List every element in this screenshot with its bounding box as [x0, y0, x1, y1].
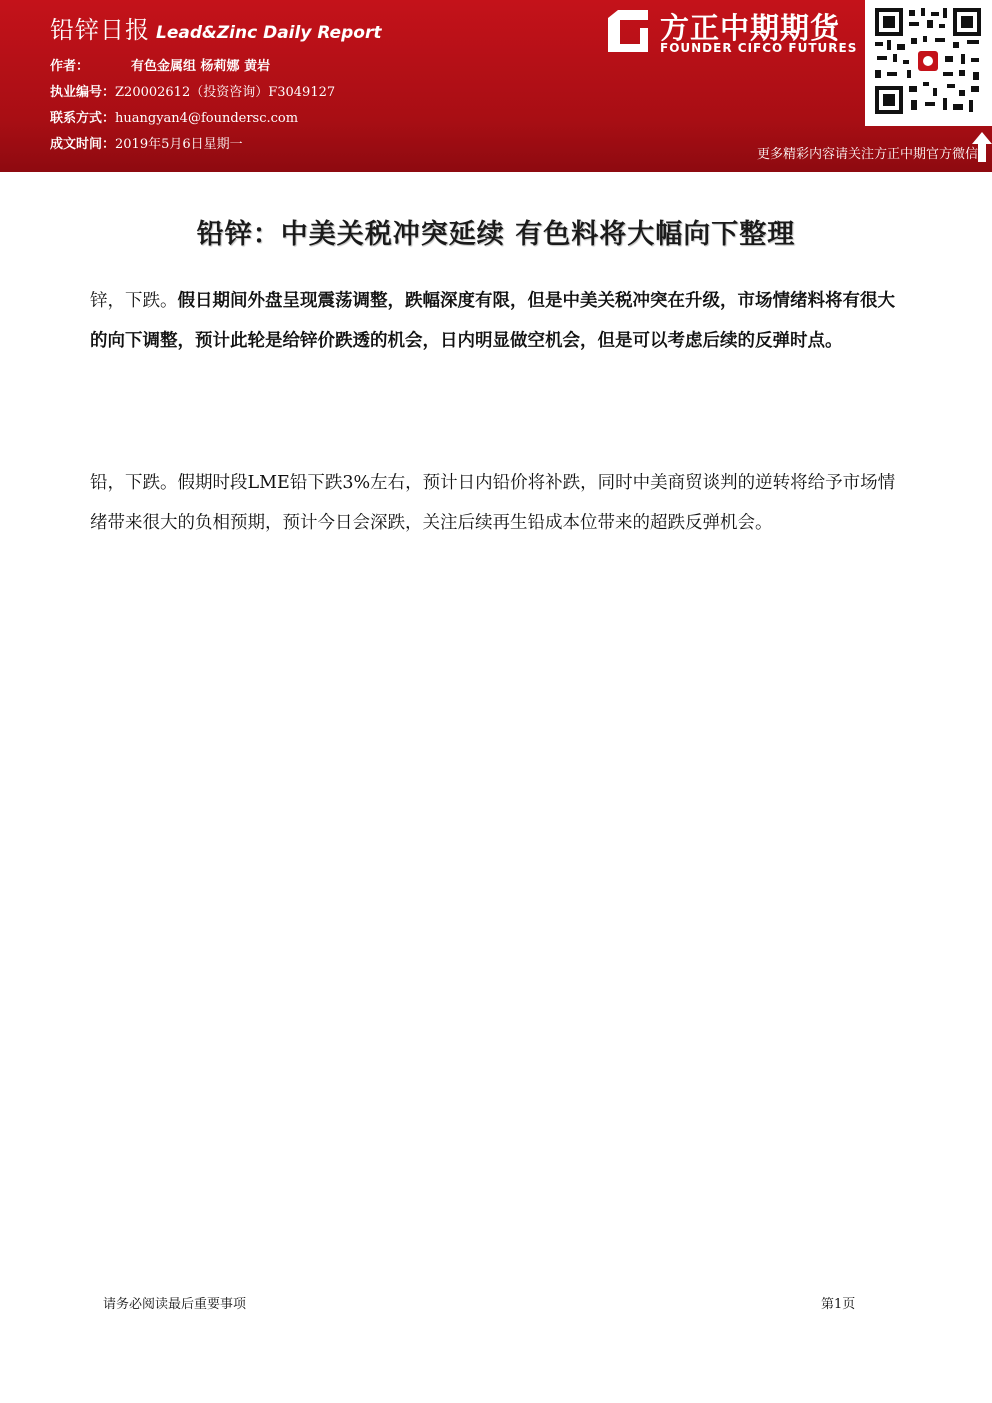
- company-logo: [604, 8, 859, 60]
- logo-text-cn: 方正中期期货: [660, 11, 841, 45]
- document-title: 铅锌：中美关税冲突延续 有色料将大幅向下整理: [196, 219, 796, 250]
- author-line: [50, 55, 270, 74]
- report-title-cn: 铅锌日报: [50, 16, 150, 44]
- page-number: 第1页: [821, 1297, 856, 1312]
- author-label: 作者：: [50, 59, 90, 74]
- date-value: 2019年5月6日星期一: [115, 137, 243, 152]
- date-line: [50, 133, 243, 152]
- report-title-en: Lead&Zinc Daily Report: [156, 23, 382, 43]
- lead-paragraph: 铅，下跌。假期时段LME铅下跌3%左右，预计日内铅价将补跌，同时中美商贸谈判的逆转将给予市场情绪带来很大的负相预期，预计今日会深跌，关注后续再生铅成本位带来的超跌反弹机会。: [90, 473, 896, 533]
- license-value: Z20002612（投资咨询）F3049127: [115, 85, 336, 100]
- wechat-qr-code[interactable]: [865, 0, 992, 126]
- wechat-follow-note: 更多精彩内容请关注方正中期官方微信: [756, 147, 978, 162]
- qr-code-icon: [873, 6, 983, 116]
- license-line: [50, 81, 335, 100]
- logo-text-en: FOUNDER CIFCO FUTURES: [660, 41, 858, 55]
- author-value: 有色金属组 杨莉娜 黄岩: [131, 59, 271, 74]
- license-label: 执业编号：: [50, 85, 116, 100]
- zinc-body: 假日期间外盘呈现震荡调整，跌幅深度有限，但是中美关税冲突在升级，市场情绪料将有很大的向下调整，预计此轮是给锌价跌透的机会，日内明显做空机会，但是可以考虑后续的反弹时点。: [90, 291, 895, 351]
- logo-mark-icon: [604, 8, 652, 56]
- zinc-lead: 锌，下跌。: [90, 291, 178, 311]
- report-title: [50, 10, 381, 45]
- arrow-up-icon: [972, 132, 992, 162]
- date-label: 成文时间：: [50, 137, 116, 152]
- contact-label: 联系方式：: [50, 111, 116, 126]
- contact-line: [50, 107, 298, 126]
- zinc-paragraph: [90, 281, 898, 361]
- report-header: [0, 0, 992, 172]
- contact-email[interactable]: huangyan4@foundersc.com: [115, 111, 299, 126]
- footer-disclaimer: 请务必阅读最后重要事项: [103, 1297, 247, 1312]
